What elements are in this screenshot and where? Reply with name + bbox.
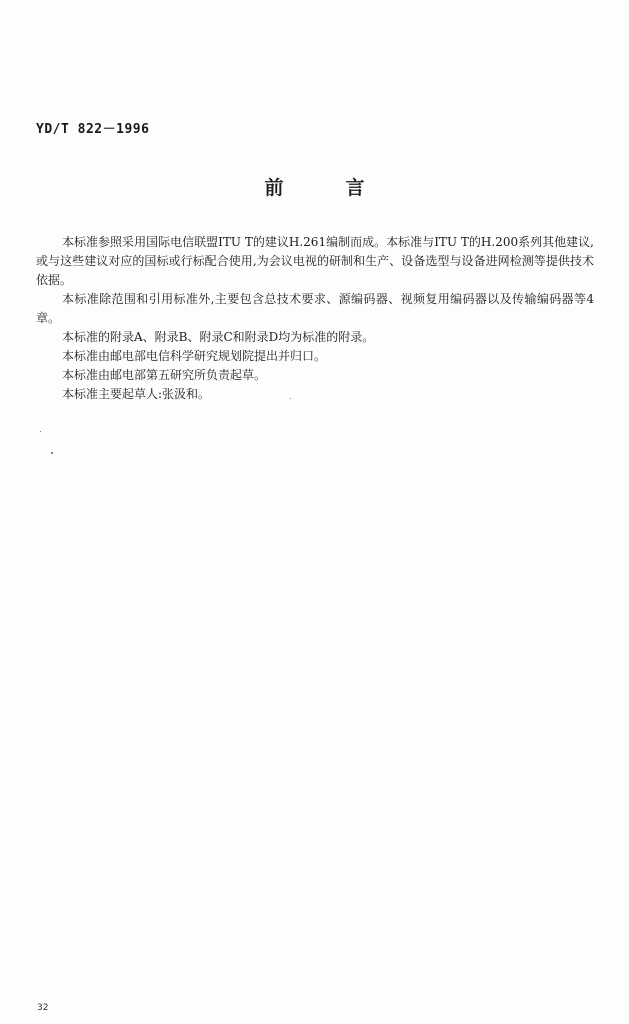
paragraph-contents: 本标准除范围和引用标准外,主要包含总技术要求、源编码器、视频复用编码器以及传输编码器等4章。 — [36, 292, 594, 325]
scan-speck — [290, 398, 291, 399]
paragraph-drafter-org: 本标准由邮电部第五研究所负责起草。 — [62, 368, 267, 382]
title-char-2: 言 — [345, 177, 365, 199]
scan-speck — [40, 431, 41, 432]
scan-speck — [51, 452, 53, 454]
paragraph-proposer: 本标准由邮电部电信科学研究规划院提出并归口。 — [62, 349, 327, 363]
preface-body — [36, 233, 594, 404]
paragraph-appendices: 本标准的附录A、附录B、附录C和附录D均为标准的附录。 — [62, 330, 375, 344]
standard-code: YD/T 822－1996 — [36, 122, 150, 137]
page-title — [0, 173, 629, 200]
paragraph-drafters: 本标准主要起草人:张汲和。 — [62, 387, 211, 401]
page-number: 32 — [37, 1003, 49, 1013]
title-char-1: 前 — [264, 177, 284, 199]
paragraph-adoption: 本标准参照采用国际电信联盟ITU T的建议H.261编制而成。本标准与ITU T的H.200系列其他建议,或与这些建议对应的国标或行标配合使用,为会议电视的研制和生产、设备选型与设备进网检测等提供技术依据。 — [36, 235, 594, 287]
